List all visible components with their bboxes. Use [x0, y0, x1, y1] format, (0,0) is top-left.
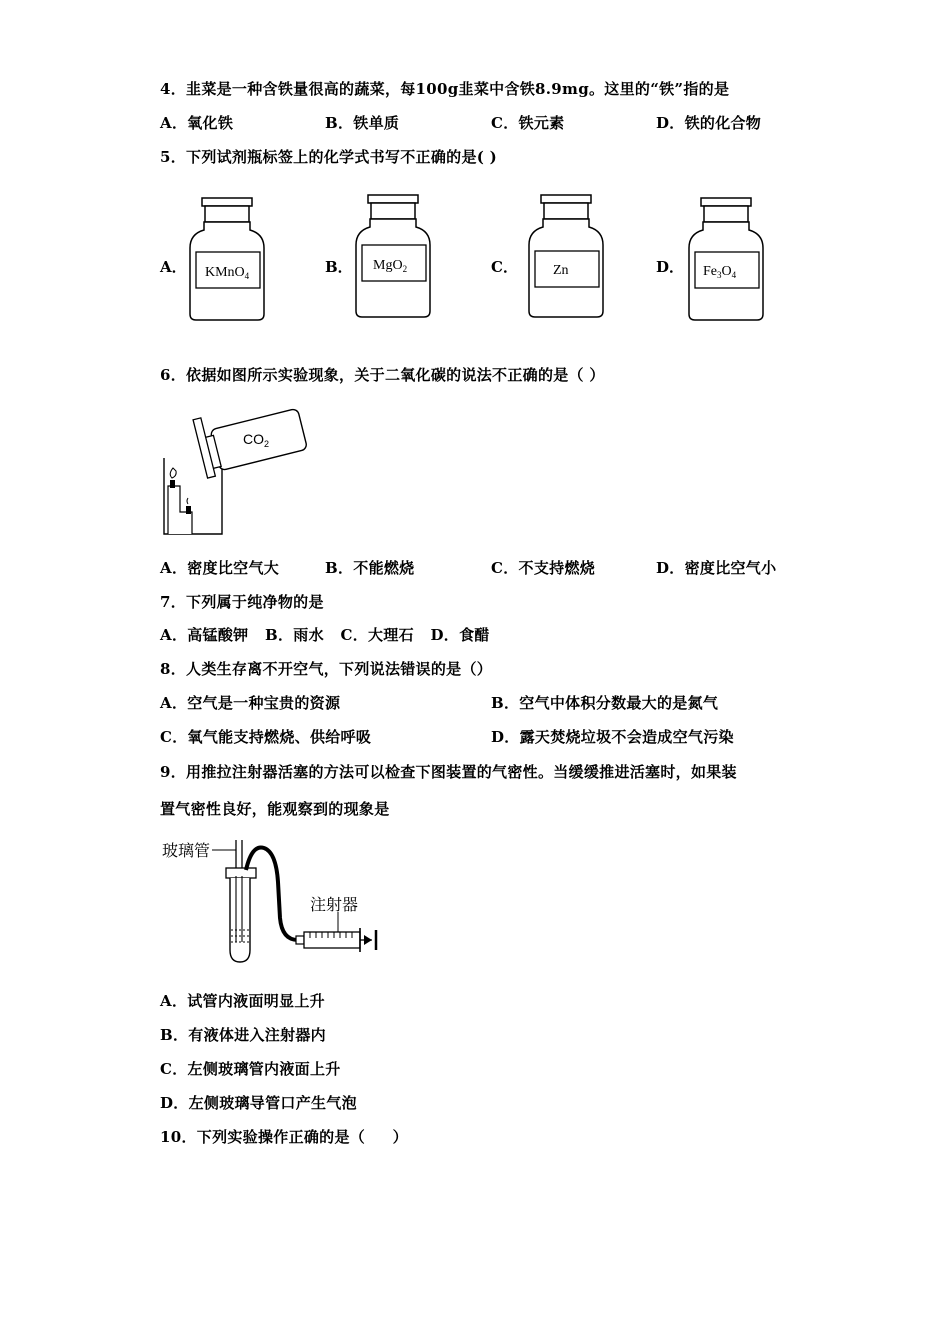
- q4-option-c[interactable]: C．铁元素: [491, 114, 565, 132]
- q9-option-c[interactable]: C．左侧玻璃管内液面上升: [160, 1060, 341, 1078]
- q5-option-c-letter[interactable]: C．: [491, 258, 518, 276]
- co2-label: $CO_2$: [243, 431, 270, 449]
- q6-option-d[interactable]: D．密度比空气小: [656, 559, 777, 577]
- q8-option-d[interactable]: D．露天焚烧垃圾不会造成空气污染: [491, 728, 734, 746]
- q5-option-a-letter[interactable]: A．: [160, 258, 187, 276]
- reagent-bottle-c: [525, 193, 607, 321]
- q9-option-b[interactable]: B．有液体进入注射器内: [160, 1026, 326, 1044]
- q9-stem-line1: 9．用推拉注射器活塞的方法可以检查下图装置的气密性。当缓缓推进活塞时，如果装: [160, 763, 737, 781]
- q8-option-c[interactable]: C．氧气能支持燃烧、供给呼吸: [160, 728, 372, 746]
- q4-option-a[interactable]: A．氧化铁: [160, 114, 234, 132]
- q9-option-a[interactable]: A．试管内液面明显上升: [160, 992, 325, 1010]
- q6-option-a[interactable]: A．密度比空气大: [160, 559, 280, 577]
- q6-option-c[interactable]: C．不支持燃烧: [491, 559, 596, 577]
- q8-stem: 8．人类生存离不开空气，下列说法错误的是（）: [160, 660, 493, 678]
- q7-options[interactable]: A．高锰酸钾 B．雨水 C．大理石 D．食醋: [160, 626, 490, 644]
- reagent-bottle-b: [352, 193, 434, 321]
- bottle-a-label: KMnO$_4$: [205, 265, 250, 281]
- q4-option-b[interactable]: B．铁单质: [325, 114, 400, 132]
- syringe-label: 注射器: [310, 897, 359, 914]
- reagent-bottle-d: [685, 196, 767, 324]
- bottle-c-label: Zn: [553, 263, 569, 278]
- q8-option-b[interactable]: B．空气中体积分数最大的是氮气: [491, 694, 719, 712]
- q8-option-a[interactable]: A．空气是一种宝贵的资源: [160, 694, 341, 712]
- q5-option-d-letter[interactable]: D．: [656, 258, 685, 276]
- q6-option-b[interactable]: B．不能燃烧: [325, 559, 415, 577]
- q9-stem-line2: 置气密性良好，能观察到的现象是: [160, 800, 390, 818]
- reagent-bottle-a: [186, 196, 268, 324]
- syringe-apparatus-figure: [160, 832, 392, 972]
- q5-stem: 5．下列试剂瓶标签上的化学式书写不正确的是( ): [160, 148, 498, 166]
- q9-option-d[interactable]: D．左侧玻璃导管口产生气泡: [160, 1094, 357, 1112]
- q6-stem: 6．依据如图所示实验现象，关于二氧化碳的说法不正确的是（ ）: [160, 366, 605, 384]
- q4-stem: 4．韭菜是一种含铁量很高的蔬菜，每100g韭菜中含铁8.9mg。这里的“铁”指的是: [160, 80, 730, 98]
- co2-pouring-figure: [160, 402, 310, 538]
- q7-stem: 7．下列属于纯净物的是: [160, 593, 324, 611]
- bottle-d-label: $Fe_3O_4$: [703, 264, 737, 280]
- q5-option-b-letter[interactable]: B．: [325, 258, 353, 276]
- q10-stem: 10．下列实验操作正确的是（ ）: [160, 1128, 408, 1146]
- bottle-b-label: MgO$_2$: [373, 258, 408, 274]
- glass-tube-label: 玻璃管: [162, 843, 211, 860]
- q4-option-d[interactable]: D．铁的化合物: [656, 114, 762, 132]
